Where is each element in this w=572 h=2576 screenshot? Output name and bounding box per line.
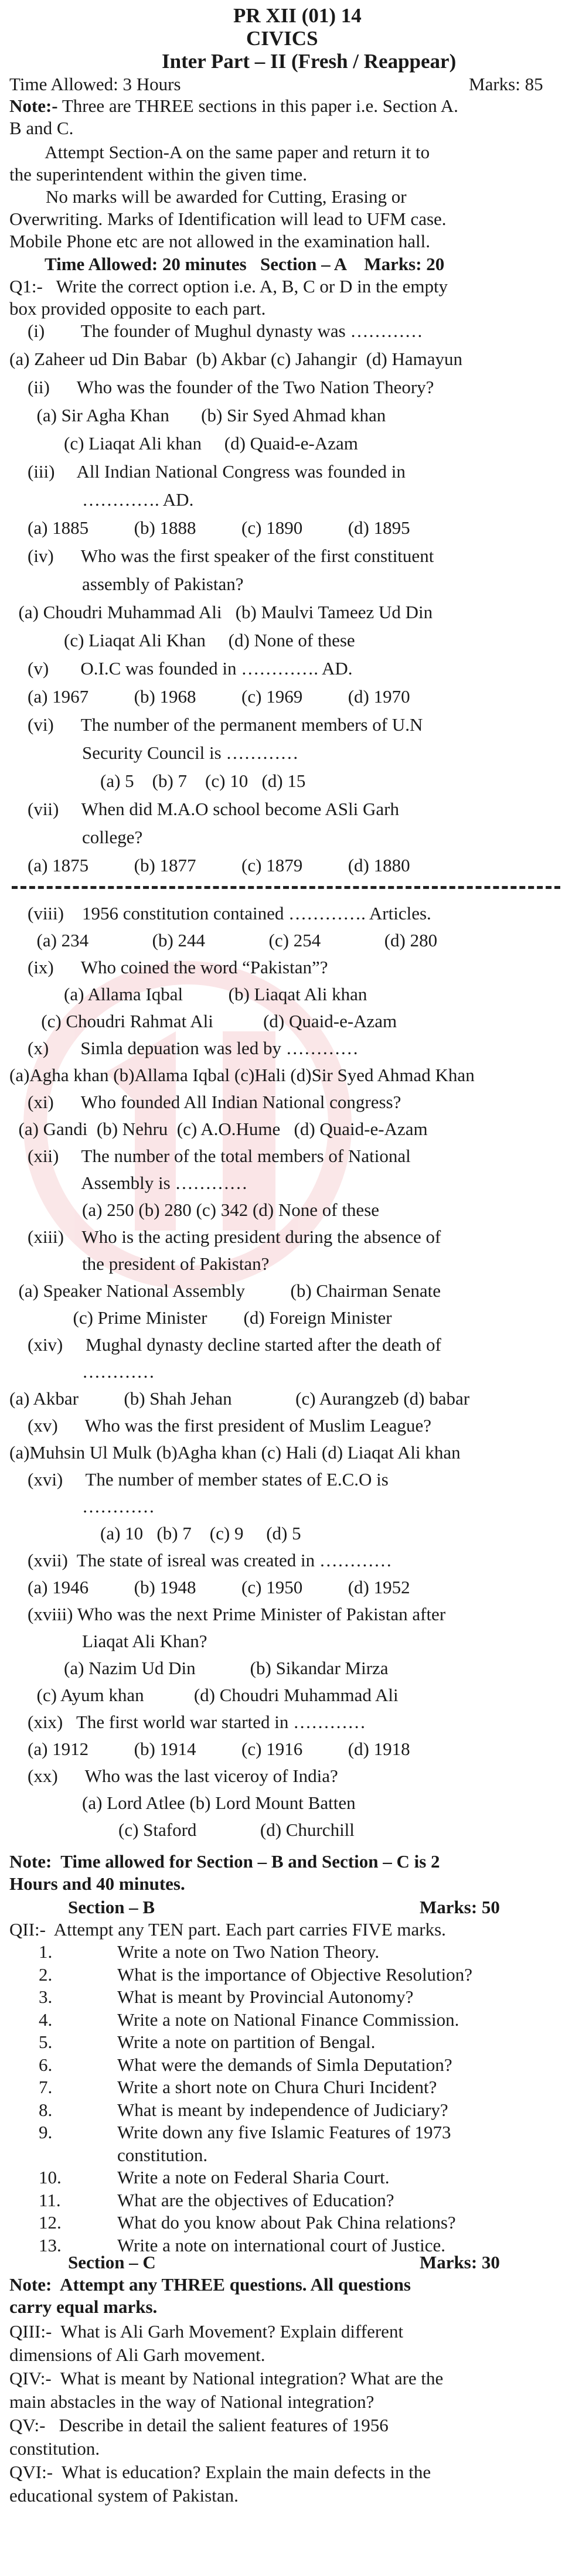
mcq-line: (xviii) Who was the next Prime Minister of Pakistan after bbox=[9, 1604, 446, 1624]
mcq-line: (a) Nazim Ud Din (b) Sikandar Mirza bbox=[9, 1658, 389, 1678]
note-line: the superintendent within the given time. bbox=[9, 164, 307, 185]
note-text: Three are THREE sections in this paper i.e. Section A. bbox=[57, 96, 458, 116]
note-bc: Hours and 40 minutes. bbox=[9, 1873, 185, 1894]
question-number: 8. bbox=[39, 2099, 53, 2120]
question-number: 3. bbox=[39, 1986, 53, 2007]
mcq-line: (xv) Who was the first president of Muslim League? bbox=[9, 1415, 432, 1436]
section-c-question-line: constitution. bbox=[9, 2438, 100, 2459]
note-line: Attempt Section-A on the same paper and return it to bbox=[9, 142, 430, 162]
note-line: Overwriting. Marks of Identification will lead to UFM case. bbox=[9, 209, 447, 229]
section-c-title: Section – C bbox=[68, 2252, 156, 2272]
mcq-line: (c) Staford (d) Churchill bbox=[9, 1819, 355, 1840]
mcq-line: (a) 1885 (b) 1888 (c) 1890 (d) 1895 bbox=[9, 517, 410, 538]
question-number: 11. bbox=[39, 2189, 61, 2210]
mcq-line: (c) Liaqat Ali khan (d) Quaid-e-Azam bbox=[9, 433, 358, 454]
mcq-line: (a) 1875 (b) 1877 (c) 1879 (d) 1880 bbox=[9, 855, 410, 875]
mcq-line: (c) Liaqat Ali Khan (d) None of these bbox=[9, 630, 355, 650]
mcq-line: the president of Pakistan? bbox=[9, 1253, 270, 1274]
question-text: Write a note on partition of Bengal. bbox=[117, 2032, 376, 2052]
section-c-marks: Marks: 30 bbox=[420, 2252, 500, 2272]
question-number: 1. bbox=[39, 1941, 53, 1962]
question-text: Write down any five Islamic Features of 1973 bbox=[117, 2122, 451, 2142]
total-marks: Marks: 85 bbox=[469, 74, 543, 94]
section-a-instruction: box provided opposite to each part. bbox=[9, 298, 266, 319]
mcq-line: (xii) The number of the total members of National bbox=[9, 1146, 411, 1166]
section-b-marks: Marks: 50 bbox=[420, 1897, 500, 1917]
section-c-note: carry equal marks. bbox=[9, 2296, 158, 2317]
mcq-line: (a) Sir Agha Khan (b) Sir Syed Ahmad khan bbox=[9, 405, 386, 425]
mcq-line: (vii) When did M.A.O school become ASli Garh bbox=[9, 799, 399, 819]
question-text: Write a note on National Finance Commission. bbox=[117, 2009, 459, 2030]
question-number: 5. bbox=[39, 2032, 53, 2052]
mcq-line: (a) Speaker National Assembly (b) Chairman Senate bbox=[9, 1280, 441, 1301]
note-line bbox=[9, 95, 458, 117]
mcq-line: (iii) All Indian National Congress was founded in bbox=[9, 461, 406, 482]
question-text: Write a short note on Chura Churi Incident? bbox=[117, 2077, 437, 2097]
mcq-line: (v) O.I.C was founded in …………. AD. bbox=[9, 658, 353, 679]
question-number: 2. bbox=[39, 1964, 53, 1985]
note-line: No marks will be awarded for Cutting, Erasing or bbox=[9, 186, 407, 207]
question-text: constitution. bbox=[117, 2144, 208, 2165]
mcq-line: (c) Prime Minister (d) Foreign Minister bbox=[9, 1307, 392, 1328]
section-c-question-line: dimensions of Ali Garh movement. bbox=[9, 2345, 265, 2365]
note-label: Note:- bbox=[9, 96, 58, 116]
mcq-line: Assembly is ………… bbox=[9, 1173, 248, 1193]
mcq-line: (a) 10 (b) 7 (c) 9 (d) 5 bbox=[9, 1523, 301, 1543]
question-number: 7. bbox=[39, 2077, 53, 2097]
section-c-question-line: QV:- Describe in detail the salient features of 1956 bbox=[9, 2415, 389, 2435]
mcq-line: (a) Zaheer ud Din Babar (b) Akbar (c) Jahangir (d) Hamayun bbox=[9, 349, 462, 369]
mcq-line: Security Council is ………… bbox=[9, 742, 299, 763]
mcq-line: (i) The founder of Mughul dynasty was ………… bbox=[9, 321, 423, 341]
question-number: 10. bbox=[39, 2167, 62, 2187]
mcq-line: Liaqat Ali Khan? bbox=[9, 1631, 207, 1651]
section-c-question-line: educational system of Pakistan. bbox=[9, 2485, 239, 2506]
section-c-question-line: QIV:- What is meant by National integration? What are the bbox=[9, 2368, 444, 2388]
mcq-line: ………… bbox=[9, 1361, 155, 1382]
mcq-line: (vi) The number of the permanent members of U.N bbox=[9, 714, 423, 735]
question-text: What is meant by Provincial Autonomy? bbox=[117, 1986, 414, 2007]
section-c-question-line: QIII:- What is Ali Garh Movement? Explain different bbox=[9, 2321, 404, 2342]
mcq-line: (a) Gandi (b) Nehru (c) A.O.Hume (d) Quaid-e-Azam bbox=[9, 1119, 428, 1139]
mcq-line: (a) 5 (b) 7 (c) 10 (d) 15 bbox=[9, 771, 306, 791]
mcq-line: (xiii) Who is the acting president during the absence of bbox=[9, 1226, 441, 1247]
question-text: Write a note on Two Nation Theory. bbox=[117, 1941, 380, 1962]
paper-code: PR XII (01) 14 bbox=[233, 4, 362, 27]
section-b-instruction: QII:- Attempt any TEN part. Each part carries FIVE marks. bbox=[9, 1919, 446, 1940]
mcq-line: (ix) Who coined the word “Pakistan”? bbox=[9, 957, 328, 977]
mcq-line: (x) Simla depuation was led by ………… bbox=[9, 1038, 359, 1058]
section-c-question-line: QVI:- What is education? Explain the main defects in the bbox=[9, 2462, 431, 2482]
mcq-line: (c) Ayum khan (d) Choudri Muhammad Ali bbox=[9, 1685, 399, 1705]
note-line: Mobile Phone etc are not allowed in the examination hall. bbox=[9, 231, 430, 251]
mcq-line: (a) Choudri Muhammad Ali (b) Maulvi Tameez Ud Din bbox=[9, 602, 433, 622]
section-c-note: Note: Attempt any THREE questions. All questions bbox=[9, 2274, 411, 2295]
question-text: What are the objectives of Education? bbox=[117, 2189, 394, 2210]
mcq-line: (xi) Who founded All Indian National congress? bbox=[9, 1092, 401, 1112]
question-text: Write a note on international court of Justice. bbox=[117, 2234, 446, 2255]
mcq-line: assembly of Pakistan? bbox=[9, 574, 244, 594]
section-a-instruction: Q1:- Write the correct option i.e. A, B, C or D in the empty bbox=[9, 276, 448, 297]
mcq-line: (a) 234 (b) 244 (c) 254 (d) 280 bbox=[9, 930, 438, 950]
mcq-line: (a) Allama Iqbal (b) Liaqat Ali khan bbox=[9, 984, 367, 1004]
mcq-line: (xvii) The state of isreal was created in ………… bbox=[9, 1550, 392, 1570]
mcq-line: college? bbox=[9, 827, 143, 847]
mcq-line: (a) 1946 (b) 1948 (c) 1950 (d) 1952 bbox=[9, 1577, 410, 1597]
mcq-line: (a) 1912 (b) 1914 (c) 1916 (d) 1918 bbox=[9, 1739, 410, 1759]
question-text: What is meant by independence of Judiciary? bbox=[117, 2099, 448, 2120]
section-a-header: Time Allowed: 20 minutes Section – A Marks: 20 bbox=[45, 254, 445, 274]
cut-line-divider bbox=[12, 886, 560, 889]
question-text: What were the demands of Simla Deputation? bbox=[117, 2054, 452, 2075]
mcq-line: (a) 1967 (b) 1968 (c) 1969 (d) 1970 bbox=[9, 686, 410, 707]
question-number: 4. bbox=[39, 2009, 53, 2030]
mcq-line: (a) Lord Atlee (b) Lord Mount Batten bbox=[9, 1793, 356, 1813]
mcq-line: (c) Choudri Rahmat Ali (d) Quaid-e-Azam bbox=[9, 1011, 397, 1031]
mcq-line: (ii) Who was the founder of the Two Nation Theory? bbox=[9, 377, 434, 397]
question-text: Write a note on Federal Sharia Court. bbox=[117, 2167, 390, 2187]
mcq-line: (viii) 1956 constitution contained …………. Articles. bbox=[9, 903, 431, 924]
mcq-line: (a) 250 (b) 280 (c) 342 (d) None of these bbox=[9, 1200, 380, 1220]
question-number: 13. bbox=[39, 2234, 62, 2255]
section-c-question-line: main abstacles in the way of National integration? bbox=[9, 2391, 374, 2412]
question-number: 9. bbox=[39, 2122, 53, 2142]
note-line: B and C. bbox=[9, 118, 74, 138]
note-bc: Note: Time allowed for Section – B and Section – C is 2 bbox=[9, 1851, 440, 1872]
question-number: 6. bbox=[39, 2054, 53, 2075]
mcq-line: ………… bbox=[9, 1496, 155, 1517]
time-allowed: Time Allowed: 3 Hours bbox=[9, 74, 181, 94]
mcq-line: (a)Agha khan (b)Allama Iqbal (c)Hali (d)Sir Syed Ahmad Khan bbox=[9, 1065, 475, 1085]
mcq-line: (xiv) Mughal dynasty decline started after the death of bbox=[9, 1334, 441, 1355]
subject-title: CIVICS bbox=[246, 27, 318, 50]
mcq-line: (xx) Who was the last viceroy of India? bbox=[9, 1766, 338, 1786]
mcq-line: (xix) The first world war started in ………… bbox=[9, 1712, 366, 1732]
question-number: 12. bbox=[39, 2212, 62, 2233]
mcq-line: (xvi) The number of member states of E.C.O is bbox=[9, 1469, 389, 1490]
mcq-line: …………. AD. bbox=[9, 489, 194, 510]
question-text: What do you know about Pak China relations? bbox=[117, 2212, 456, 2233]
question-text: What is the importance of Objective Resolution? bbox=[117, 1964, 473, 1985]
section-b-title: Section – B bbox=[68, 1897, 155, 1917]
mcq-line: (a) Akbar (b) Shah Jehan (c) Aurangzeb (d) babar bbox=[9, 1388, 470, 1409]
mcq-line: (a)Muhsin Ul Mulk (b)Agha khan (c) Hali (d) Liaqat Ali khan bbox=[9, 1442, 461, 1463]
part-title: Inter Part – II (Fresh / Reappear) bbox=[162, 50, 457, 73]
mcq-line: (iv) Who was the first speaker of the first constituent bbox=[9, 546, 434, 566]
